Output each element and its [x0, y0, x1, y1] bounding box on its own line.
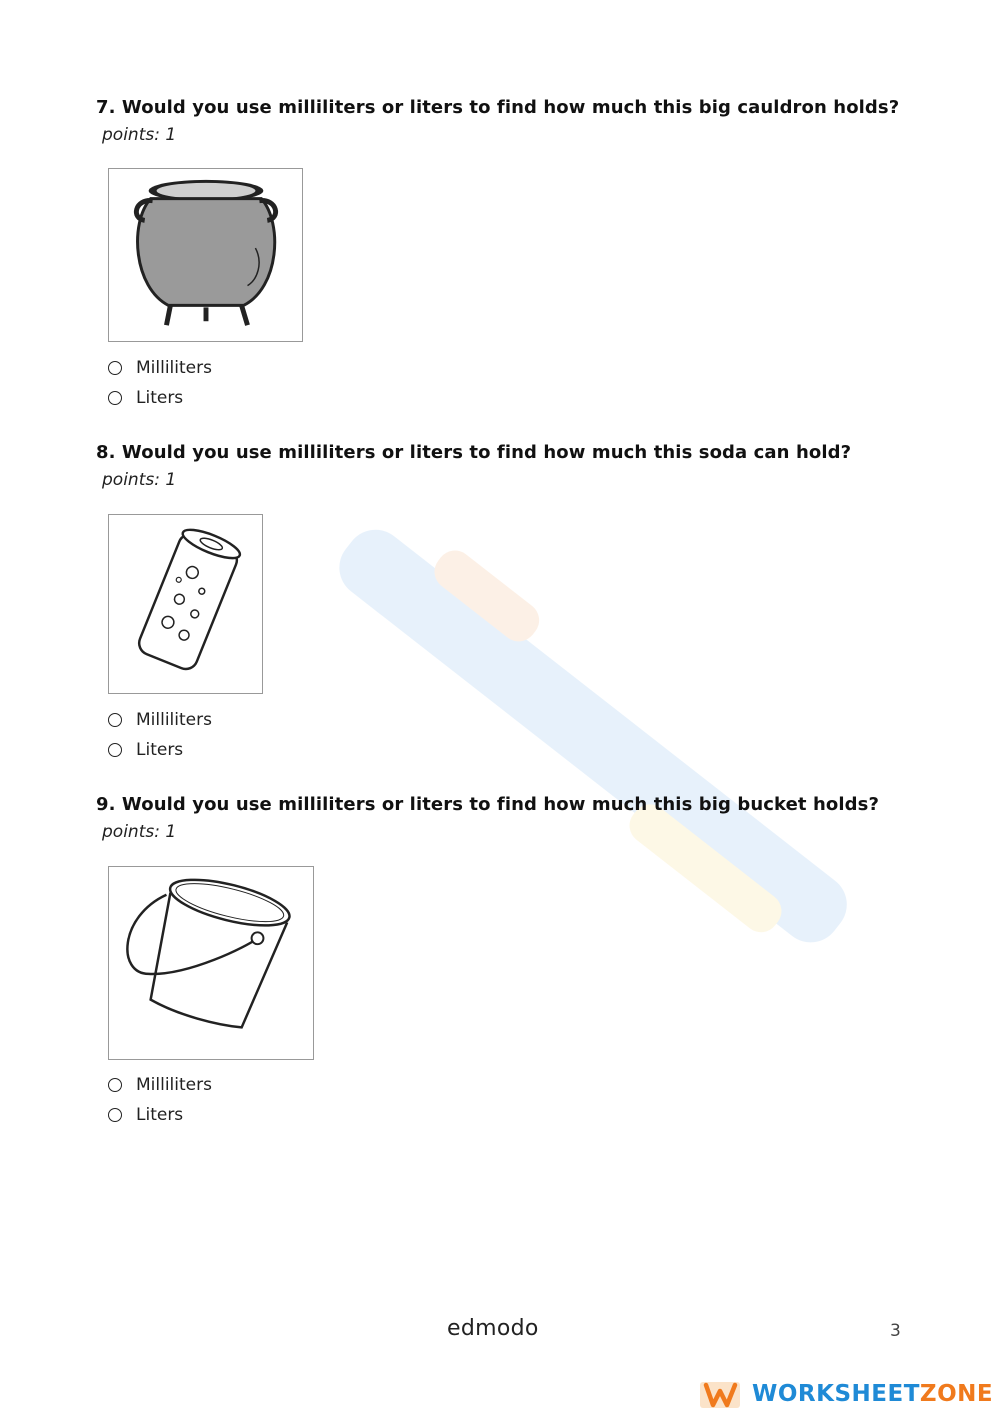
worksheetzone-wordmark [752, 1381, 993, 1407]
worksheet-text: WORKSHEET [752, 1380, 920, 1407]
radio-button[interactable] [108, 713, 122, 727]
option-label: Milliliters [136, 710, 212, 730]
question-7-points: points: 1 [102, 125, 177, 145]
question-7-option-milliliters[interactable] [108, 357, 212, 379]
option-label: Milliliters [136, 1075, 212, 1095]
worksheetzone-w-icon [700, 1379, 742, 1409]
option-label: Liters [136, 388, 184, 408]
option-label: Liters [136, 740, 184, 760]
cauldron-image [108, 168, 303, 342]
option-label: Liters [136, 1105, 184, 1125]
question-7-title: 7. Would you use milliliters or liters to find how much this big cauldron holds? [96, 97, 900, 118]
background-watermark [240, 420, 940, 1060]
option-label: Milliliters [136, 358, 212, 378]
question-9-points: points: 1 [102, 822, 177, 842]
worksheetzone-logo [700, 1374, 1000, 1413]
footer-brand: edmodo [447, 1316, 539, 1341]
question-8-option-liters[interactable] [108, 739, 183, 761]
soda-can-image [108, 514, 263, 694]
question-8-option-milliliters[interactable] [108, 709, 212, 731]
radio-button[interactable] [108, 743, 122, 757]
radio-button[interactable] [108, 391, 122, 405]
question-9-title: 9. Would you use milliliters or liters to find how much this big bucket holds? [96, 794, 879, 815]
zone-text: ZONE [919, 1380, 994, 1407]
bucket-image [108, 866, 314, 1060]
page-number: 3 [890, 1321, 901, 1341]
question-7-option-liters[interactable] [108, 387, 183, 409]
question-9-option-milliliters[interactable] [108, 1074, 212, 1096]
radio-button[interactable] [108, 1078, 122, 1092]
question-8-points: points: 1 [102, 470, 177, 490]
radio-button[interactable] [108, 361, 122, 375]
question-9-option-liters[interactable] [108, 1104, 183, 1126]
question-8-title: 8. Would you use milliliters or liters to find how much this soda can hold? [96, 442, 852, 463]
radio-button[interactable] [108, 1108, 122, 1122]
